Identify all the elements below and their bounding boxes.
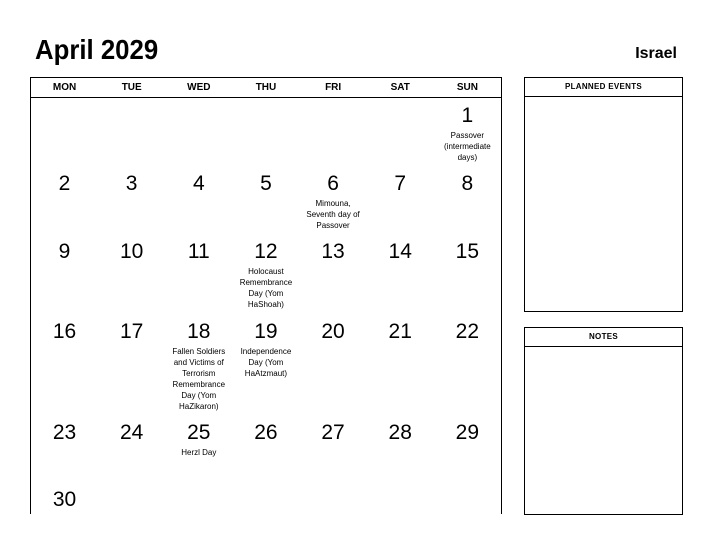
- day-cell[interactable]: [31, 172, 98, 196]
- day-number: 9: [58, 240, 71, 263]
- day-cell[interactable]: [165, 172, 232, 196]
- holiday-label: Independence Day (Yom HaAtzmaut): [240, 347, 292, 378]
- day-cell[interactable]: [232, 320, 299, 379]
- day-cell[interactable]: [300, 320, 367, 344]
- day-number: 22: [455, 320, 480, 343]
- day-cell[interactable]: [434, 172, 501, 196]
- day-cell[interactable]: [98, 421, 165, 445]
- day-cell[interactable]: [300, 172, 367, 231]
- weekday-tue: TUE: [121, 82, 142, 93]
- weekday-mon: MON: [52, 82, 77, 93]
- day-cell[interactable]: [31, 320, 98, 344]
- weekday-header: [31, 78, 501, 98]
- weekday-fri: FRI: [325, 82, 342, 93]
- holiday-label: Holocaust Remembrance Day (Yom HaShoah): [239, 267, 293, 309]
- day-cell[interactable]: [367, 421, 434, 445]
- day-number: 25: [187, 421, 211, 444]
- day-number: 11: [187, 240, 210, 263]
- day-cell[interactable]: [434, 421, 501, 445]
- day-number: 8: [461, 172, 474, 195]
- weekday-thu: THU: [255, 82, 277, 93]
- day-cell[interactable]: [434, 104, 501, 163]
- day-number: 10: [119, 240, 144, 263]
- day-number: 6: [327, 172, 339, 195]
- day-cell[interactable]: [98, 172, 165, 196]
- day-number: 18: [187, 320, 211, 343]
- holiday-label: Fallen Soldiers and Victims of Terrorism Remembrance Day (Yom HaZikaron): [172, 347, 226, 411]
- holiday-label: Herzl Day: [181, 448, 217, 457]
- day-cell[interactable]: [98, 320, 165, 344]
- day-cell[interactable]: [300, 421, 367, 445]
- day-cell[interactable]: [165, 421, 232, 458]
- day-number: 3: [125, 172, 138, 195]
- day-number: 26: [254, 421, 278, 444]
- day-cell[interactable]: [31, 240, 98, 264]
- day-cell[interactable]: [367, 320, 434, 344]
- day-number: 14: [388, 240, 412, 263]
- day-cell[interactable]: [232, 421, 299, 445]
- notes-label: NOTES: [525, 328, 682, 347]
- country-label: Israel: [635, 45, 677, 62]
- day-number: 7: [394, 172, 407, 195]
- day-number: 12: [254, 240, 278, 263]
- planned-events-label: PLANNED EVENTS: [525, 78, 682, 97]
- day-cell[interactable]: [434, 320, 501, 344]
- day-cell[interactable]: [434, 240, 501, 264]
- weekday-wed: WED: [187, 82, 211, 93]
- day-number: 23: [52, 421, 77, 444]
- day-cell[interactable]: [31, 488, 98, 512]
- day-number: 21: [388, 320, 412, 343]
- planned-events-box[interactable]: [524, 77, 683, 312]
- page-title: April 2029: [35, 34, 159, 65]
- day-number: 29: [455, 421, 480, 444]
- day-cell[interactable]: [232, 240, 299, 310]
- day-number: 27: [321, 421, 345, 444]
- day-number: 19: [254, 320, 278, 343]
- day-number: 28: [388, 421, 412, 444]
- day-number: 30: [52, 488, 77, 511]
- day-number: 5: [260, 172, 272, 195]
- day-cell[interactable]: [232, 172, 299, 196]
- day-number: 2: [58, 172, 71, 195]
- day-cell[interactable]: [165, 320, 232, 412]
- day-number: 16: [52, 320, 77, 343]
- day-number: 24: [119, 421, 144, 444]
- day-number: 4: [192, 172, 205, 195]
- day-number: 20: [321, 320, 345, 343]
- day-cell[interactable]: [31, 421, 98, 445]
- weekday-sat: SAT: [390, 82, 410, 93]
- day-number: 17: [119, 320, 144, 343]
- day-cell[interactable]: [300, 240, 367, 264]
- day-number: 1: [461, 104, 474, 127]
- weekday-sun: SUN: [456, 82, 478, 93]
- day-number: 13: [321, 240, 345, 263]
- day-cell[interactable]: [367, 240, 434, 264]
- notes-box[interactable]: [524, 327, 683, 515]
- day-number: 15: [455, 240, 480, 263]
- day-cell[interactable]: [165, 240, 232, 264]
- holiday-label: Passover (intermediate days): [444, 131, 491, 162]
- day-cell[interactable]: [367, 172, 434, 196]
- holiday-label: Mimouna, Seventh day of Passover: [306, 199, 360, 230]
- day-cell[interactable]: [98, 240, 165, 264]
- calendar-grid: [30, 77, 502, 514]
